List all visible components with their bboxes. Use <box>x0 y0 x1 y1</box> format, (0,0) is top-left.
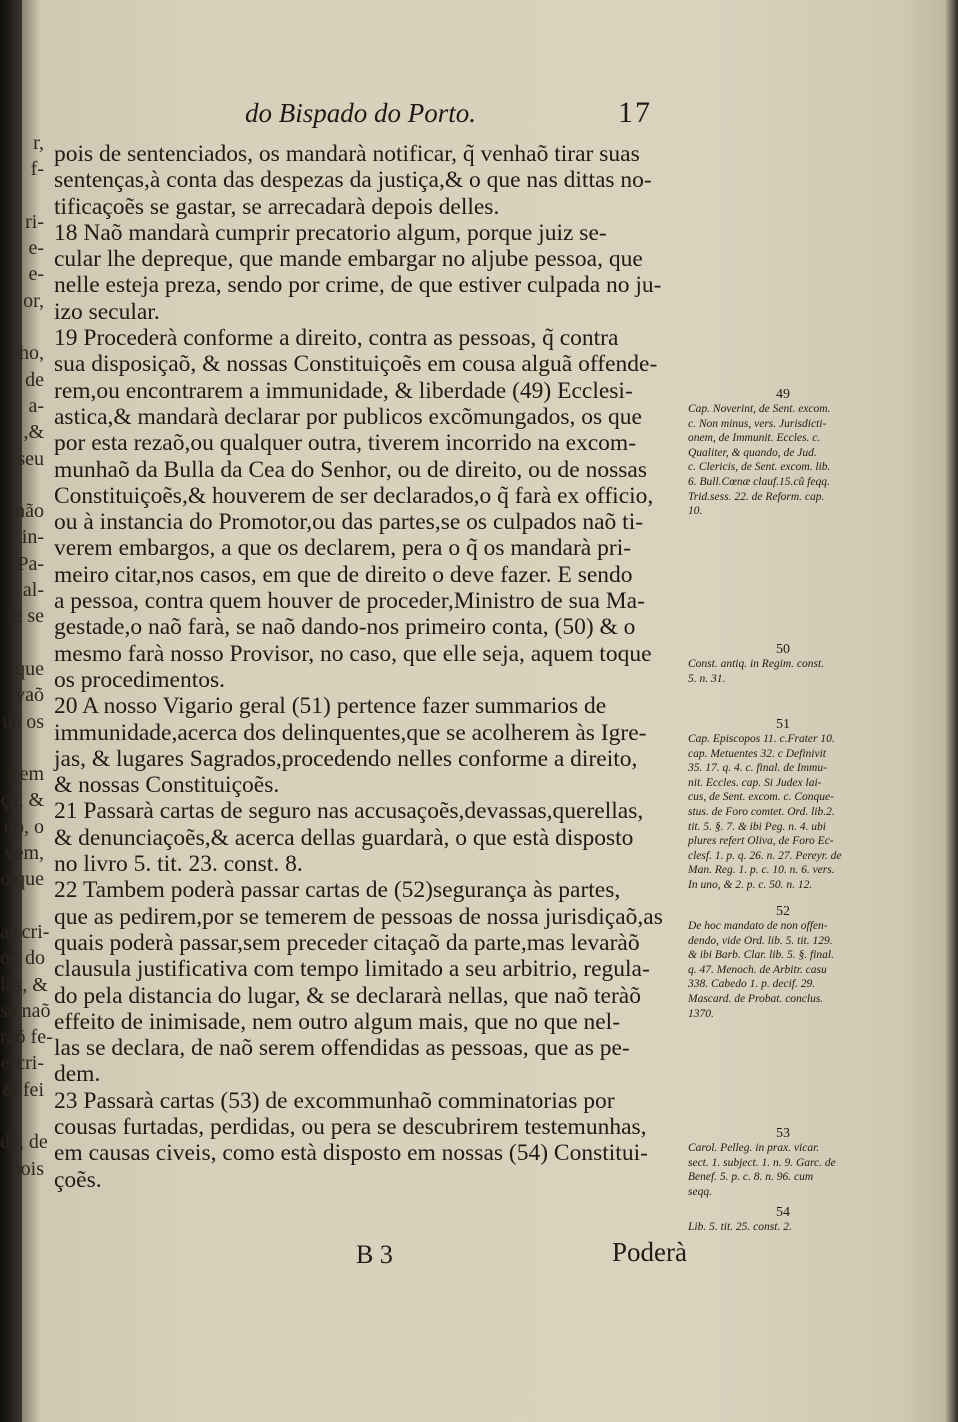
margin-fragment: de, de <box>0 1131 48 1154</box>
note-line: In uno, & 2. p. c. 50. n. 12. <box>688 878 813 891</box>
note-line: dendo, vide Ord. lib. 5. tit. 129. <box>688 934 833 947</box>
catchword: Poderà <box>612 1237 687 1267</box>
note-line: 5. n. 31. <box>688 672 726 685</box>
note-line: Qualiter, & quando, de Jud. <box>688 446 817 459</box>
text-line: ou à instancia do Promotor,ou das partes,se os culpados naõ ti- <box>54 509 644 536</box>
note-line: Benef. 5. p. c. 8. n. 96. cum <box>688 1171 814 1184</box>
text-line: las se declara, de naõ serem offendidas as pessoas, que as pe- <box>54 1035 630 1062</box>
text-line: meiro citar,nos casos, em que de direito o deve fazer. E sendo <box>54 561 633 588</box>
margin-fragment: seu <box>17 447 44 470</box>
text-line: effeito de inimisade, nem outro algum mais, que no que nel- <box>54 1008 621 1035</box>
margin-fragment: f- <box>30 158 44 181</box>
note-line: c. Clericis, de Sent. excom. lib. <box>688 461 831 474</box>
facing-page-fragments <box>0 130 53 1182</box>
note-line: sect. 1. subject. 1. n. 9. Garc. de <box>688 1156 836 1169</box>
text-line: jas, & lugares Sagrados,procedendo nelles conforme a direito, <box>54 745 638 772</box>
note-line: tit. 5. §. 7. & ibi Peg. n. 4. ubi <box>688 820 826 833</box>
margin-fragment: & fei <box>2 1078 44 1101</box>
note-line: De hoc mandato de non offen- <box>688 920 828 932</box>
margin-fragment: in- <box>21 526 44 549</box>
note-line: onem, de Immunit. Eccles. c. <box>688 432 821 445</box>
note-line: Const. antiq. in Regim. const. <box>688 658 825 670</box>
note-number: 53 <box>776 1126 790 1141</box>
note-line: Mascard. de Probat. conclus. <box>688 992 824 1005</box>
text-line: quais poderà passar,sem preceder citaçaõ da parte,mas levaràõ <box>54 929 640 956</box>
text-line: no livro 5. tit. 23. const. 8. <box>54 851 303 878</box>
margin-fragment: ça, & <box>0 789 44 812</box>
margin-fragment: ou do <box>0 947 45 970</box>
note-line: Trid.sess. 22. de Reform. cap. <box>688 490 825 503</box>
note-line: Man. Reg. 1. p. c. 10. n. 6. vers. <box>688 864 835 877</box>
text-line: 20 A nosso Vigario geral (51) pertence fazer summarios de <box>54 693 607 720</box>
page-number: 17 <box>618 96 652 129</box>
margin-fragment: ue os <box>2 710 44 733</box>
main-text-column <box>54 141 684 1193</box>
text-line: & denunciaçoẽs,& acerca dellas guardarà, o que està disposto <box>54 824 634 851</box>
margin-fragment: e se <box>13 605 44 628</box>
text-line: munhaõ da Bulla da Cea do Senhor, ou de direito, ou de nossas <box>54 456 647 483</box>
text-line: 21 Passarà cartas de seguro nas accusaçoẽs,devassas,querellas, <box>54 798 644 825</box>
text-line: pois de sentenciados, os mandarà notificar, q̃ venhaõ tirar suas <box>54 141 640 167</box>
text-line: sua disposiçaõ, & nossas Constituiçoẽs em cousa alguã offende- <box>54 351 658 378</box>
marginal-note-54 <box>688 1206 878 1235</box>
text-line: astica,& mandarà declarar por publicos excõmungados, os que <box>54 403 642 430</box>
note-number: 50 <box>776 642 790 657</box>
text-line: cular lhe depreque, que mande embargar no aljube pessoa, que <box>54 246 643 273</box>
note-number: 51 <box>776 717 790 732</box>
margin-fragment: a- <box>28 394 44 417</box>
text-line: gestade,o naõ farà, se naõ dando-nos primeiro conta, (50) & o <box>54 614 636 641</box>
note-number: 49 <box>776 387 790 402</box>
text-line: 22 Tambem poderà passar cartas de (52)segurança às partes, <box>54 877 621 904</box>
margin-fragment: Pa- <box>17 552 44 575</box>
note-line: Lib. 5. tit. 25. const. 2. <box>688 1221 792 1233</box>
note-line: Cap. Noverint, de Sent. excom. <box>688 403 831 415</box>
note-line: 1370. <box>688 1007 714 1020</box>
note-line: 10. <box>688 505 703 518</box>
text-line: immunidade,acerca dos delinquentes,que se acolherem às Igre- <box>54 719 647 746</box>
text-line: em causas civeis, como està disposto em nossas (54) Constitui- <box>54 1140 648 1167</box>
margin-fragment: r, <box>33 132 44 154</box>
text-line: nelle esteja preza, sendo por crime, de que estiver culpada no ju- <box>54 272 662 299</box>
marginal-note-50 <box>688 643 878 686</box>
note-line: cap. Metuentes 32. c Definivit <box>688 747 826 760</box>
margin-fragment: se naõ <box>0 999 51 1022</box>
signature-mark: B 3 <box>356 1240 393 1269</box>
text-line: a pessoa, contra quem houver de proceder,Ministro de sua Ma- <box>54 588 645 615</box>
text-line: & nossas Constituiçoẽs. <box>54 772 280 799</box>
marginal-note-49 <box>688 388 878 519</box>
margin-fragment: pois <box>10 1157 44 1180</box>
note-number: 54 <box>776 1205 790 1220</box>
text-line: os procedimentos. <box>54 666 225 693</box>
margin-fragment: las, & <box>0 973 48 996</box>
margin-fragment: que <box>15 657 44 680</box>
text-line: dem. <box>54 1061 101 1088</box>
text-line: mesmo farà nosso Provisor, no caso, que elle seja, aquem toque <box>54 640 652 667</box>
margin-fragment <box>0 1103 44 1129</box>
text-line: izo secular. <box>54 298 160 325</box>
margin-fragment: ,vaõ <box>10 684 44 707</box>
text-line: que as pedirem,por se temerem de pessoas de nossa jurisdiçaõ,as <box>54 903 663 930</box>
margin-fragment: or, <box>23 289 44 312</box>
margin-fragment: vem, <box>4 842 44 865</box>
text-line: clausula justificativa com tempo limitado a seu arbitrio, regula- <box>54 956 650 983</box>
marginal-note-51 <box>688 718 878 893</box>
note-line: seqq. <box>688 1185 712 1198</box>
margin-fragment: de <box>25 368 44 391</box>
margin-fragment <box>0 183 44 209</box>
text-line: verem embargos, a que os declarem, pera o q̃ os mandarà pri- <box>54 535 632 562</box>
text-line: Constituiçoẽs,& houverem de ser declarados,o q̃ farà ex officio, <box>54 482 654 509</box>
margin-fragment: o que <box>0 868 44 891</box>
margin-fragment: ,& <box>23 421 44 444</box>
note-line: 6. Bull.Cœnæ clauf.15.cũ feqq. <box>688 475 830 488</box>
text-line: çoẽs. <box>54 1166 102 1193</box>
note-line: nit. Eccles. cap. Si Judex lai- <box>688 776 822 789</box>
note-line: & ibi Barb. Clar. lib. 5. §. final. <box>688 949 835 962</box>
note-number: 52 <box>776 904 790 919</box>
marginal-note-52 <box>688 905 878 1021</box>
margin-fragment <box>0 472 44 498</box>
marginal-note-53 <box>688 1127 878 1199</box>
note-line: q. 47. Menoch. de Arbitr. casu <box>688 963 827 976</box>
note-line: 338. Cabedo 1. p. decif. 29. <box>688 978 816 991</box>
margin-fragment: s,em <box>6 763 44 786</box>
margin-fragment: al- <box>22 579 44 602</box>
note-line: clesf. 1. p. q. 26. n. 27. Pereyr. de <box>688 849 842 862</box>
margin-fragment <box>0 893 44 919</box>
running-title: do Bispado do Porto. <box>245 98 477 128</box>
note-line: cus, de Sent. excom. c. Conque- <box>688 791 834 804</box>
text-line: por esta rezaõ,ou qualquer outra, tiverem incorrido na excom- <box>54 430 637 457</box>
text-line: rem,ou encontrarem a immunidade, & liberdade (49) Ecclesi- <box>54 377 633 404</box>
margin-fragment: ho, <box>19 342 44 365</box>
margin-fragment: e- <box>28 237 44 260</box>
text-line: sentenças,à conta das despezas da justiça,& o que nas dittas no- <box>54 167 652 194</box>
margin-fragment: raõ fe- <box>0 1026 53 1049</box>
note-line: c. Non minus, vers. Jurisdicti- <box>688 417 827 430</box>
margin-fragment: do, o <box>4 815 44 838</box>
note-line: 35. 17. q. 4. c. final. de Immu- <box>688 762 827 775</box>
margin-fragment <box>0 314 44 340</box>
text-line: 18 Naõ mandarà cumprir precatorio algum, porque juiz se- <box>54 219 607 246</box>
note-line: Carol. Pelleg. in prax. vicar. <box>688 1142 820 1154</box>
text-line: cousas furtadas, perdidas, ou pera se descubrirem testemunhas, <box>54 1113 647 1140</box>
text-line: do pela distancia do lugar, & se declararà nellas, que naõ teràõ <box>54 982 641 1009</box>
text-line: 19 Procederà conforme a direito, contra as pessoas, q̃ contra <box>54 325 619 352</box>
margin-fragment: ri- <box>25 210 44 233</box>
text-line: 23 Passarà cartas (53) de excommunhaõ comminatorias por <box>54 1087 615 1114</box>
note-line: Cap. Episcopos 11. c.Frater 10. <box>688 733 835 745</box>
margin-fragment: efcri- <box>0 1052 44 1075</box>
margin-fragment: as cri- <box>0 920 50 943</box>
margin-fragment <box>0 630 44 656</box>
note-line: plures refert Oliva, de Foro Ec- <box>688 835 834 848</box>
note-line: stus. de Foro comtet. Ord. lib.2. <box>688 805 835 818</box>
margin-fragment: e- <box>28 263 44 286</box>
text-line: tificaçoẽs se gastar, se arrecadarà depois delles. <box>54 193 500 220</box>
margin-fragment: não <box>15 500 44 523</box>
margin-fragment <box>0 735 44 761</box>
